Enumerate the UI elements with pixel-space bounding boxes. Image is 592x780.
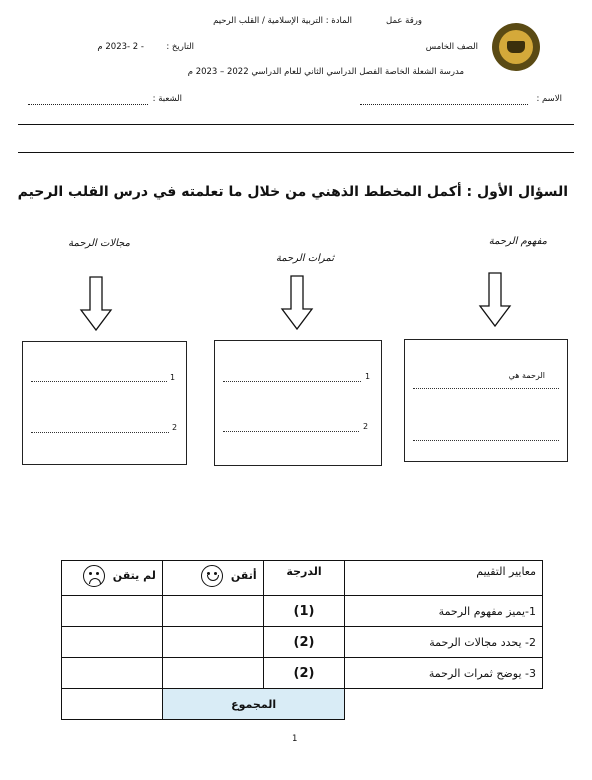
header-divider-bottom: [18, 152, 574, 153]
not-mastered-header: [62, 561, 163, 596]
worksheet-label: ورقة عمل: [386, 16, 422, 26]
criterion-cell: 3- يوضح ثمرات الرحمة: [345, 658, 543, 689]
page-number: 1: [292, 734, 298, 744]
answer-line[interactable]: [31, 432, 169, 433]
mastered-header: [162, 561, 263, 596]
not-mastered-cell[interactable]: [62, 596, 163, 627]
answer-box-fruits: [214, 340, 382, 466]
sad-face-icon: [83, 565, 105, 587]
mastered-cell[interactable]: [162, 627, 263, 658]
name-field[interactable]: [360, 104, 528, 105]
smiley-face-icon: [201, 565, 223, 587]
evaluation-table: [61, 560, 543, 720]
total-label: المجموع: [162, 689, 345, 720]
section-field[interactable]: [28, 104, 148, 105]
answer-line[interactable]: [31, 381, 167, 382]
subject-label: المادة : التربية الإسلامية / القلب الرحيم: [213, 16, 352, 26]
answer-line[interactable]: [413, 388, 559, 389]
item-number: 1: [365, 372, 371, 381]
school-logo: [492, 23, 540, 71]
down-arrow-icon: [280, 275, 314, 331]
column-label-domains: مجالات الرحمة: [68, 238, 130, 249]
not-mastered-label: لم يتقن: [112, 569, 156, 582]
criteria-header: معايير التقييم: [345, 561, 543, 596]
grade-cell: (2): [263, 658, 345, 689]
school-info: مدرسة الشعلة الخاصة الفصل الدراسي الثاني للعام الدراسي 2022 – 2023 م: [187, 67, 464, 77]
criterion-cell: 1-يميز مفهوم الرحمة: [345, 596, 543, 627]
grade-header: الدرجة: [263, 561, 345, 596]
answer-line[interactable]: [223, 431, 359, 432]
down-arrow-icon: [478, 272, 512, 328]
total-value-cell[interactable]: [62, 689, 163, 720]
total-row: [62, 689, 543, 720]
mastered-cell[interactable]: [162, 596, 263, 627]
answer-box-concept: [404, 339, 568, 462]
column-label-fruits: ثمرات الرحمة: [275, 253, 334, 264]
table-header-row: [62, 561, 543, 596]
date-label: التاريخ :: [166, 42, 194, 52]
item-number: 1: [170, 373, 176, 382]
not-mastered-cell[interactable]: [62, 658, 163, 689]
question-title: السؤال الأول : أكمل المخطط الذهني من خلال ما تعلمته في درس القلب الرحيم: [17, 184, 568, 200]
mastered-label: أتقن: [230, 569, 257, 582]
table-row: [62, 627, 543, 658]
item-number: 2: [172, 423, 178, 432]
answer-line[interactable]: [413, 440, 559, 441]
grade-cell: (1): [263, 596, 345, 627]
item-number: 2: [363, 422, 369, 431]
mastered-cell[interactable]: [162, 658, 263, 689]
answer-box-domains: [22, 341, 187, 465]
grade-cell: (2): [263, 627, 345, 658]
concept-prompt: الرحمة هي: [508, 371, 545, 380]
date-value: - 2 -2023 م: [97, 42, 144, 52]
table-row: [62, 658, 543, 689]
answer-line[interactable]: [223, 381, 361, 382]
section-label: الشعبة :: [152, 94, 182, 104]
table-row: [62, 596, 543, 627]
empty-cell: [345, 689, 543, 720]
criterion-cell: 2- يحدد مجالات الرحمة: [345, 627, 543, 658]
grade-label: الصف الخامس: [425, 42, 478, 52]
not-mastered-cell[interactable]: [62, 627, 163, 658]
name-label: الاسم :: [536, 94, 562, 104]
column-label-concept: مفهوم الرحمة: [488, 236, 547, 247]
header-divider-top: [18, 124, 574, 125]
down-arrow-icon: [79, 276, 113, 332]
